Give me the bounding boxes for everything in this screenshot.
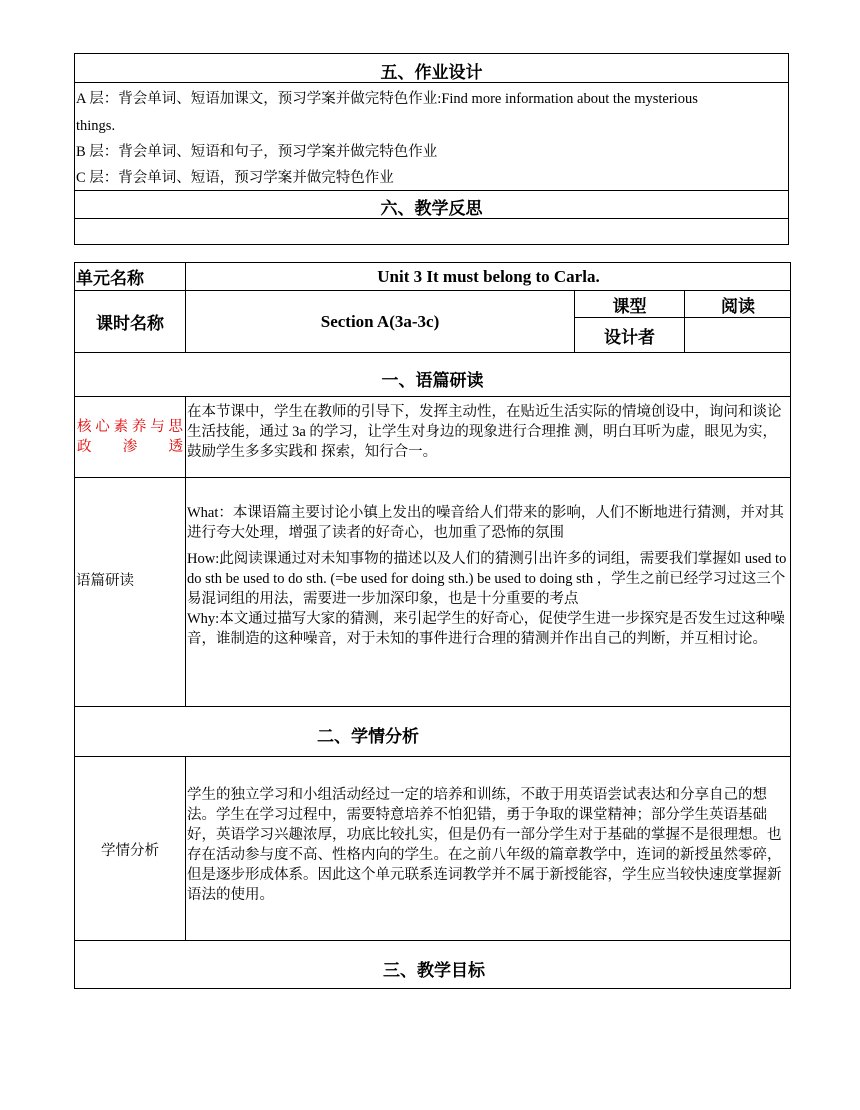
homework-line-a-cont: things.	[76, 118, 116, 134]
discourse-why: Why:本文通过描写大家的猜测，来引起学生的好奇心，促使学生进一步探究是否发生过这种噪音，谁制造的这种噪音，对于未知的事件进行合理的猜测并作出自己的判断，并互相讨论。	[187, 611, 785, 647]
homework-line-c: C 层：背会单词、短语，预习学案并做完特色作业	[76, 170, 394, 186]
lesson-type-value: 阅读	[721, 296, 755, 316]
discourse-text	[187, 503, 789, 649]
homework-heading: 五、作业设计	[380, 63, 483, 82]
lesson-type-label: 课型	[612, 296, 647, 316]
designer-label: 设计者	[604, 327, 655, 347]
student-analysis-text: 学生的独立学习和小组活动经过一定的培养和训练，不敢于用英语尝试表达和分享自己的想法。学生在学习过程中，需要特意培养不怕犯错，勇于争取的课堂精神；部分学生英语基础好，英语学习兴趣浓厚，功底比较扎实，但是仍有一部分学生对于基础的掌握不是很理想。也存在活动参与度不高、性格内向的学生。在之前八年级的篇章教学中，连词的新授虽然零碎，但是逐步形成体系。因此这个单元联系连词教学并不属于新授能容，学生应当较快速度掌握新语法的使用。	[187, 787, 782, 903]
section2-heading: 二、学情分析	[317, 727, 419, 746]
unit-label: 单元名称	[76, 269, 144, 288]
lesson-plan-table	[74, 262, 791, 989]
discourse-how: How:此阅读课通过对未知事物的描述以及人们的猜测引出许多的词组，需要我们掌握如 used to do sth be used to do sth. (=be used for doing sth.) be used to doing sth ，学生之前已经学习过这三个易混词组的用法，需要进一步加深印象，也是十分重要的考点	[187, 551, 787, 607]
lesson-value: Section A(3a-3c)	[320, 311, 440, 331]
unit-value: Unit 3 It must belong to Carla.	[377, 266, 600, 286]
reflection-heading: 六、教学反思	[380, 199, 483, 218]
homework-line-b: B 层：背会单词、短语和句子，预习学案并做完特色作业	[76, 144, 438, 160]
core-literacy-label: 核 心 素 养 与 思政渗透	[77, 419, 183, 455]
homework-line-a: A 层：背会单词、短语加课文，预习学案并做完特色作业:Find more information about the mysterious	[76, 91, 698, 107]
core-literacy-text: 在本节课中，学生在教师的引导下，发挥主动性，在贴近生活实际的情境创设中，询问和谈论生活技能，通过 3a 的学习，让学生对身边的现象进行合理推 测，明白耳听为虚，眼见为实，鼓励学生多多实践和 探索，知行合一。	[187, 404, 782, 460]
section3-heading: 三、教学目标	[383, 961, 485, 980]
designer-value	[685, 318, 791, 352]
discourse-what: What：本课语篇主要讨论小镇上发出的噪音给人们带来的影响，人们不断地进行猜测，并对其进行夸大处理，增强了读者的好奇心，也加重了恐怖的氛围	[187, 505, 784, 541]
lesson-label: 课时名称	[96, 314, 164, 333]
homework-table	[74, 53, 789, 245]
section1-heading: 一、语篇研读	[381, 371, 484, 390]
student-analysis-label: 学情分析	[101, 843, 159, 859]
discourse-label: 语篇研读	[76, 573, 134, 589]
